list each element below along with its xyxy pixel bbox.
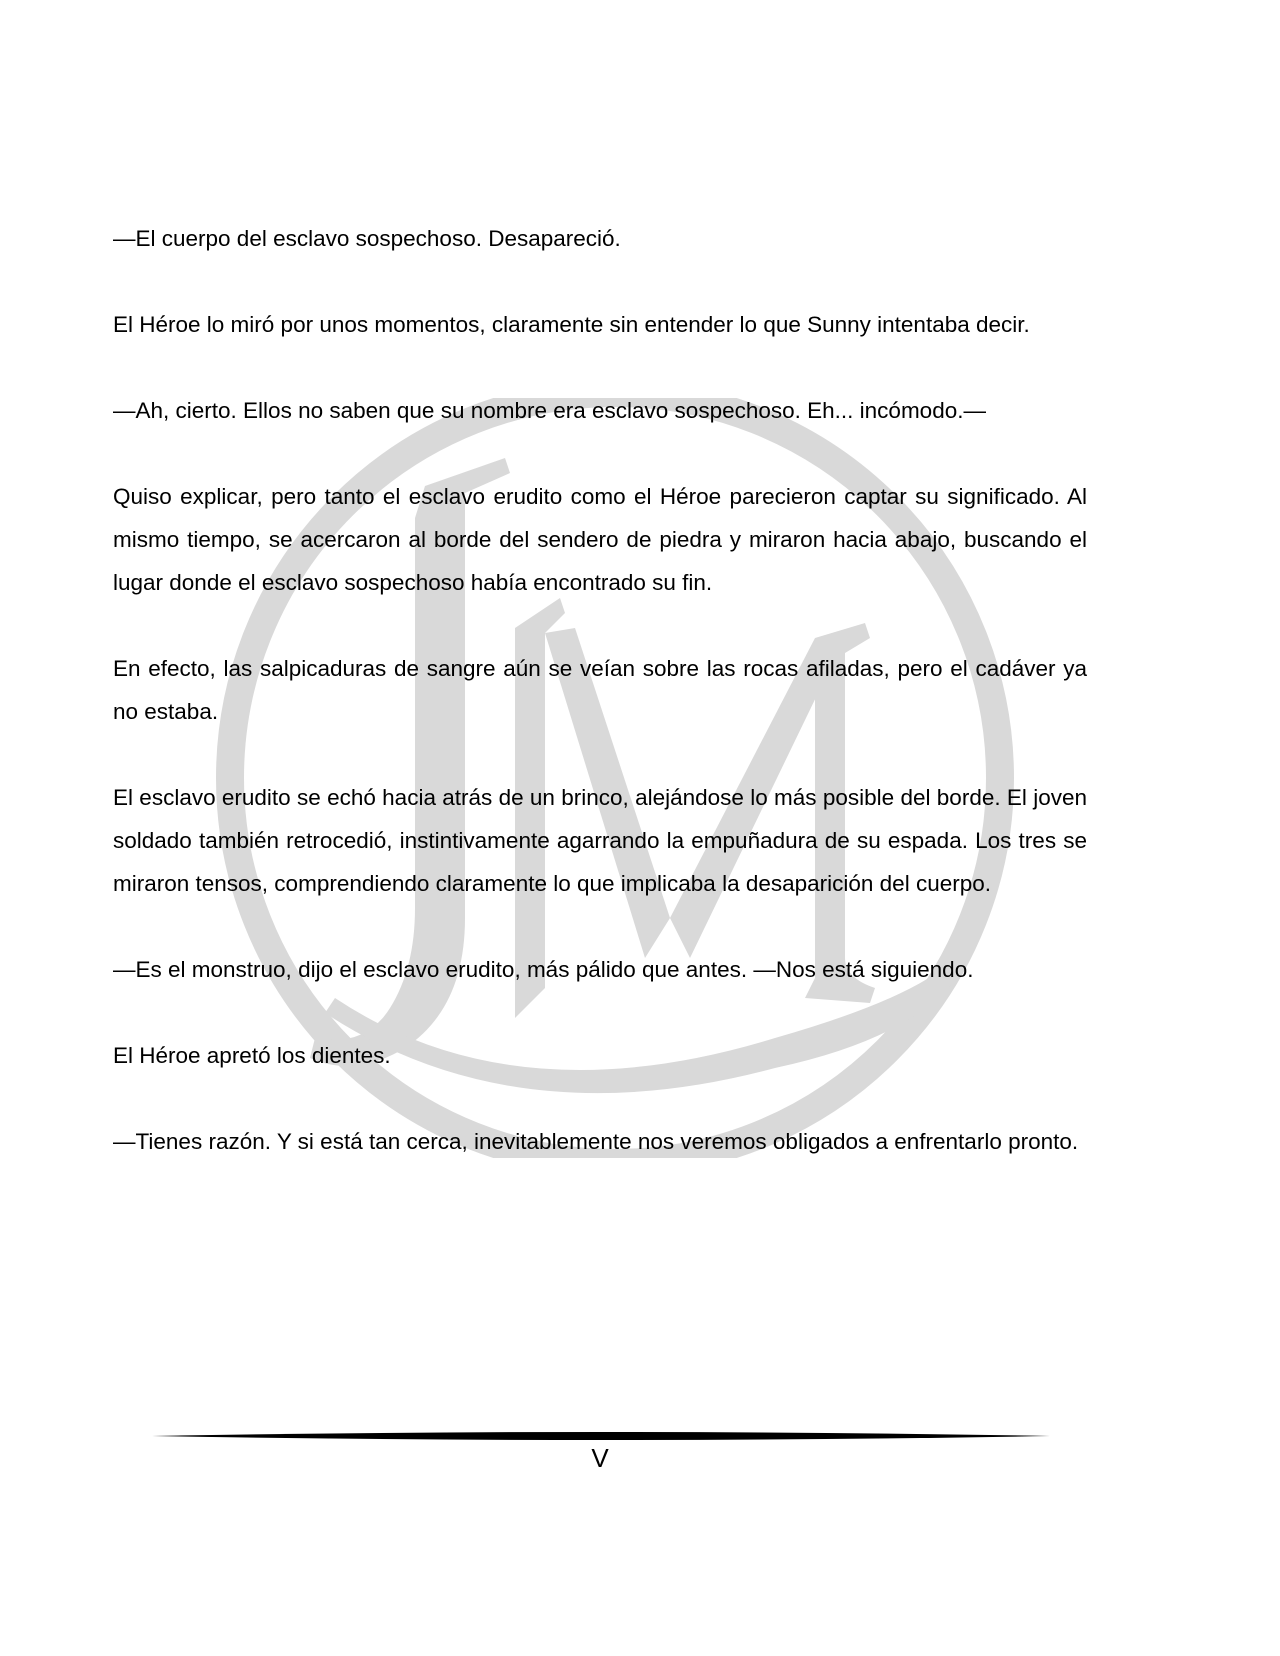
paragraph: —Es el monstruo, dijo el esclavo erudito, más pálido que antes. —Nos está siguiendo. — [113, 957, 974, 982]
paragraph: El esclavo erudito se echó hacia atrás de un brinco, alejándose lo más posible del borde. El joven soldado también retrocedió, instintivamente agarrando la empuñadura de su espada. Los tres se miraron tensos, comprendiendo claramente lo que implicaba la desaparición del cuerpo. — [113, 785, 1087, 896]
paragraph: —El cuerpo del esclavo sospechoso. Desapareció. — [113, 226, 621, 251]
page-number: V — [591, 1443, 609, 1473]
document-body — [113, 217, 1087, 1206]
paragraph: —Tienes razón. Y si está tan cerca, inevitablemente nos veremos obligados a enfrentarlo pronto. — [113, 1129, 1079, 1154]
paragraph: Quiso explicar, pero tanto el esclavo erudito como el Héroe parecieron captar su significado. Al mismo tiempo, se acercaron al borde del sendero de piedra y miraron hacia abajo, buscando el lugar donde el esclavo sospechoso había encontrado su fin. — [113, 484, 1087, 595]
paragraph: —Ah, cierto. Ellos no saben que su nombre era esclavo sospechoso. Eh... incómodo.— — [113, 398, 986, 423]
footer-divider — [152, 1430, 1050, 1442]
paragraph: El Héroe apretó los dientes. — [113, 1043, 391, 1068]
paragraph: El Héroe lo miró por unos momentos, claramente sin entender lo que Sunny intentaba decir. — [113, 312, 1030, 337]
paragraph: En efecto, las salpicaduras de sangre aún se veían sobre las rocas afiladas, pero el cadáver ya no estaba. — [113, 656, 1087, 724]
